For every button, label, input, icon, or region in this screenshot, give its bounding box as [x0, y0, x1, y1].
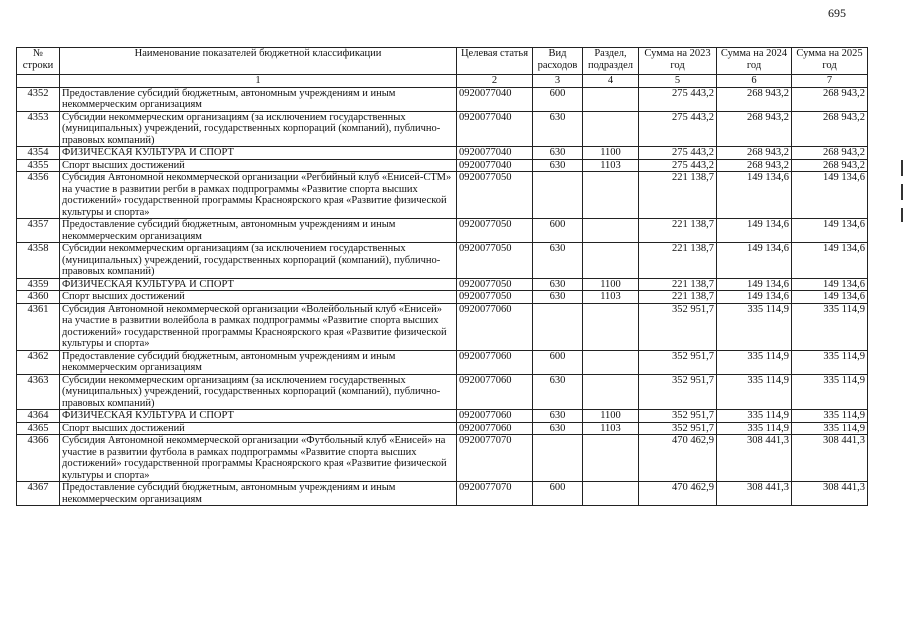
indicator-name: Субсидии некоммерческим организациям (за исключением государственных (муниципальных) учреждений, государственных корпораций (компаний), публично-правовых компаний) [60, 374, 457, 410]
header-section: Раздел, подраздел [583, 48, 639, 75]
row-number: 4353 [17, 111, 60, 147]
header-sum-2023: Сумма на 2023 год [639, 48, 717, 75]
sum-2025: 335 114,9 [792, 410, 868, 423]
sum-2025: 335 114,9 [792, 303, 868, 350]
target-article: 0920077050 [457, 243, 533, 279]
sum-2025: 268 943,2 [792, 147, 868, 160]
table-row [17, 303, 868, 350]
expense-type: 630 [533, 291, 583, 304]
sum-2024: 149 134,6 [717, 243, 792, 279]
sum-2023: 221 138,7 [639, 278, 717, 291]
header-indicator-name: Наименование показателей бюджетной классификации [60, 48, 457, 75]
table-row [17, 243, 868, 279]
column-index: 3 [533, 75, 583, 88]
margin-mark [901, 208, 903, 222]
sum-2023: 470 462,9 [639, 435, 717, 482]
table-row [17, 291, 868, 304]
sum-2023: 352 951,7 [639, 350, 717, 374]
sum-2024: 308 441,3 [717, 482, 792, 506]
row-number: 4362 [17, 350, 60, 374]
sum-2024: 308 441,3 [717, 435, 792, 482]
header-expense-type: Вид расходов [533, 48, 583, 75]
row-number: 4361 [17, 303, 60, 350]
indicator-name: Субсидия Автономной некоммерческой организации «Футбольный клуб «Енисей» на участие в развитии футбола в рамках подпрограммы «Развитие спорта высших достижений» государственной программы Красноярского края «Развитие физической культуры и спорта» [60, 435, 457, 482]
target-article: 0920077060 [457, 374, 533, 410]
margin-mark [901, 184, 903, 200]
table-row [17, 159, 868, 172]
expense-type: 630 [533, 422, 583, 435]
table-body [17, 87, 868, 506]
header-sum-2024: Сумма на 2024 год [717, 48, 792, 75]
target-article: 0920077050 [457, 219, 533, 243]
section-code [583, 350, 639, 374]
row-number: 4364 [17, 410, 60, 423]
sum-2025: 308 441,3 [792, 435, 868, 482]
expense-type: 600 [533, 87, 583, 111]
target-article: 0920077060 [457, 350, 533, 374]
sum-2025: 335 114,9 [792, 374, 868, 410]
indicator-name: Субсидии некоммерческим организациям (за исключением государственных (муниципальных) учреждений, государственных корпораций (компаний), публично-правовых компаний) [60, 111, 457, 147]
sum-2025: 149 134,6 [792, 243, 868, 279]
sum-2025: 149 134,6 [792, 219, 868, 243]
expense-type: 630 [533, 410, 583, 423]
expense-type: 630 [533, 159, 583, 172]
section-code [583, 435, 639, 482]
expense-type: 630 [533, 278, 583, 291]
target-article: 0920077070 [457, 482, 533, 506]
sum-2023: 352 951,7 [639, 303, 717, 350]
section-code [583, 303, 639, 350]
section-code [583, 172, 639, 219]
sum-2024: 335 114,9 [717, 303, 792, 350]
expense-type: 600 [533, 219, 583, 243]
sum-2025: 335 114,9 [792, 422, 868, 435]
indicator-name: Спорт высших достижений [60, 291, 457, 304]
table-row [17, 87, 868, 111]
sum-2024: 149 134,6 [717, 291, 792, 304]
sum-2024: 149 134,6 [717, 278, 792, 291]
sum-2023: 221 138,7 [639, 172, 717, 219]
target-article: 0920077040 [457, 147, 533, 160]
sum-2024: 335 114,9 [717, 374, 792, 410]
table-row [17, 482, 868, 506]
column-index: 2 [457, 75, 533, 88]
row-number: 4366 [17, 435, 60, 482]
sum-2024: 149 134,6 [717, 219, 792, 243]
row-number: 4359 [17, 278, 60, 291]
row-number: 4356 [17, 172, 60, 219]
sum-2023: 221 138,7 [639, 291, 717, 304]
indicator-name: ФИЗИЧЕСКАЯ КУЛЬТУРА И СПОРТ [60, 147, 457, 160]
row-number: 4360 [17, 291, 60, 304]
target-article: 0920077050 [457, 291, 533, 304]
indicator-name: Предоставление субсидий бюджетным, автономным учреждениям и иным некоммерческим организациям [60, 482, 457, 506]
sum-2025: 308 441,3 [792, 482, 868, 506]
sum-2023: 275 443,2 [639, 87, 717, 111]
row-number: 4363 [17, 374, 60, 410]
sum-2024: 335 114,9 [717, 350, 792, 374]
indicator-name: Субсидия Автономной некоммерческой организации «Волейбольный клуб «Енисей» на участие в развитии волейбола в рамках подпрограммы «Развитие спорта высших достижений» государственной программы Красноярского края «Развитие физической культуры и спорта» [60, 303, 457, 350]
row-number: 4367 [17, 482, 60, 506]
target-article: 0920077040 [457, 111, 533, 147]
indicator-name: Спорт высших достижений [60, 159, 457, 172]
header-row-number: № строки [17, 48, 60, 75]
table-row [17, 111, 868, 147]
sum-2024: 268 943,2 [717, 147, 792, 160]
section-code: 1100 [583, 147, 639, 160]
table-row [17, 350, 868, 374]
target-article: 0920077060 [457, 422, 533, 435]
sum-2023: 352 951,7 [639, 422, 717, 435]
sum-2025: 268 943,2 [792, 159, 868, 172]
margin-mark [901, 160, 903, 176]
expense-type [533, 303, 583, 350]
expense-type [533, 435, 583, 482]
target-article: 0920077040 [457, 87, 533, 111]
sum-2023: 221 138,7 [639, 243, 717, 279]
section-code [583, 243, 639, 279]
table-row [17, 422, 868, 435]
sum-2025: 149 134,6 [792, 172, 868, 219]
target-article: 0920077060 [457, 410, 533, 423]
sum-2023: 275 443,2 [639, 159, 717, 172]
indicator-name: Спорт высших достижений [60, 422, 457, 435]
table-row [17, 278, 868, 291]
expense-type [533, 172, 583, 219]
column-index: 1 [60, 75, 457, 88]
column-index: 7 [792, 75, 868, 88]
row-number: 4354 [17, 147, 60, 160]
sum-2023: 275 443,2 [639, 111, 717, 147]
sum-2024: 268 943,2 [717, 111, 792, 147]
section-code: 1100 [583, 278, 639, 291]
target-article: 0920077050 [457, 278, 533, 291]
sum-2025: 268 943,2 [792, 87, 868, 111]
sum-2023: 221 138,7 [639, 219, 717, 243]
expense-type: 630 [533, 374, 583, 410]
budget-table [16, 47, 868, 506]
page-number: 695 [828, 6, 846, 20]
column-index: 5 [639, 75, 717, 88]
table-row [17, 435, 868, 482]
expense-type: 630 [533, 243, 583, 279]
column-index [17, 75, 60, 88]
sum-2024: 149 134,6 [717, 172, 792, 219]
indicator-name: ФИЗИЧЕСКАЯ КУЛЬТУРА И СПОРТ [60, 278, 457, 291]
section-code: 1103 [583, 159, 639, 172]
sum-2025: 335 114,9 [792, 350, 868, 374]
table-row [17, 374, 868, 410]
sum-2025: 149 134,6 [792, 291, 868, 304]
section-code [583, 374, 639, 410]
section-code [583, 219, 639, 243]
section-code: 1103 [583, 291, 639, 304]
table-row [17, 219, 868, 243]
target-article: 0920077060 [457, 303, 533, 350]
row-number: 4358 [17, 243, 60, 279]
sum-2025: 149 134,6 [792, 278, 868, 291]
sum-2023: 275 443,2 [639, 147, 717, 160]
sum-2024: 335 114,9 [717, 410, 792, 423]
expense-type: 630 [533, 111, 583, 147]
target-article: 0920077050 [457, 172, 533, 219]
table-row [17, 410, 868, 423]
sum-2025: 268 943,2 [792, 111, 868, 147]
target-article: 0920077040 [457, 159, 533, 172]
expense-type: 600 [533, 350, 583, 374]
sum-2023: 470 462,9 [639, 482, 717, 506]
row-number: 4365 [17, 422, 60, 435]
sum-2023: 352 951,7 [639, 374, 717, 410]
section-code: 1100 [583, 410, 639, 423]
indicator-name: ФИЗИЧЕСКАЯ КУЛЬТУРА И СПОРТ [60, 410, 457, 423]
header-sum-2025: Сумма на 2025 год [792, 48, 868, 75]
table-header-row [17, 48, 868, 75]
indicator-name: Предоставление субсидий бюджетным, автономным учреждениям и иным некоммерческим организациям [60, 87, 457, 111]
indicator-name: Предоставление субсидий бюджетным, автономным учреждениям и иным некоммерческим организациям [60, 350, 457, 374]
indicator-name: Субсидия Автономной некоммерческой организации «Регбийный клуб «Енисей-СТМ» на участие в развитии регби в рамках подпрограммы «Развитие спорта высших достижений» государственной программы Красноярского края «Развитие физической культуры и спорта» [60, 172, 457, 219]
section-code: 1103 [583, 422, 639, 435]
indicator-name: Предоставление субсидий бюджетным, автономным учреждениям и иным некоммерческим организациям [60, 219, 457, 243]
section-code [583, 111, 639, 147]
target-article: 0920077070 [457, 435, 533, 482]
sum-2024: 268 943,2 [717, 159, 792, 172]
column-index-row [17, 75, 868, 88]
indicator-name: Субсидии некоммерческим организациям (за исключением государственных (муниципальных) учреждений, государственных корпораций (компаний), публично-правовых компаний) [60, 243, 457, 279]
expense-type: 600 [533, 482, 583, 506]
section-code [583, 87, 639, 111]
sum-2023: 352 951,7 [639, 410, 717, 423]
sum-2024: 335 114,9 [717, 422, 792, 435]
section-code [583, 482, 639, 506]
header-target-article: Целевая статья [457, 48, 533, 75]
column-index: 6 [717, 75, 792, 88]
row-number: 4357 [17, 219, 60, 243]
expense-type: 630 [533, 147, 583, 160]
table-row [17, 172, 868, 219]
column-index: 4 [583, 75, 639, 88]
table-row [17, 147, 868, 160]
row-number: 4352 [17, 87, 60, 111]
sum-2024: 268 943,2 [717, 87, 792, 111]
row-number: 4355 [17, 159, 60, 172]
